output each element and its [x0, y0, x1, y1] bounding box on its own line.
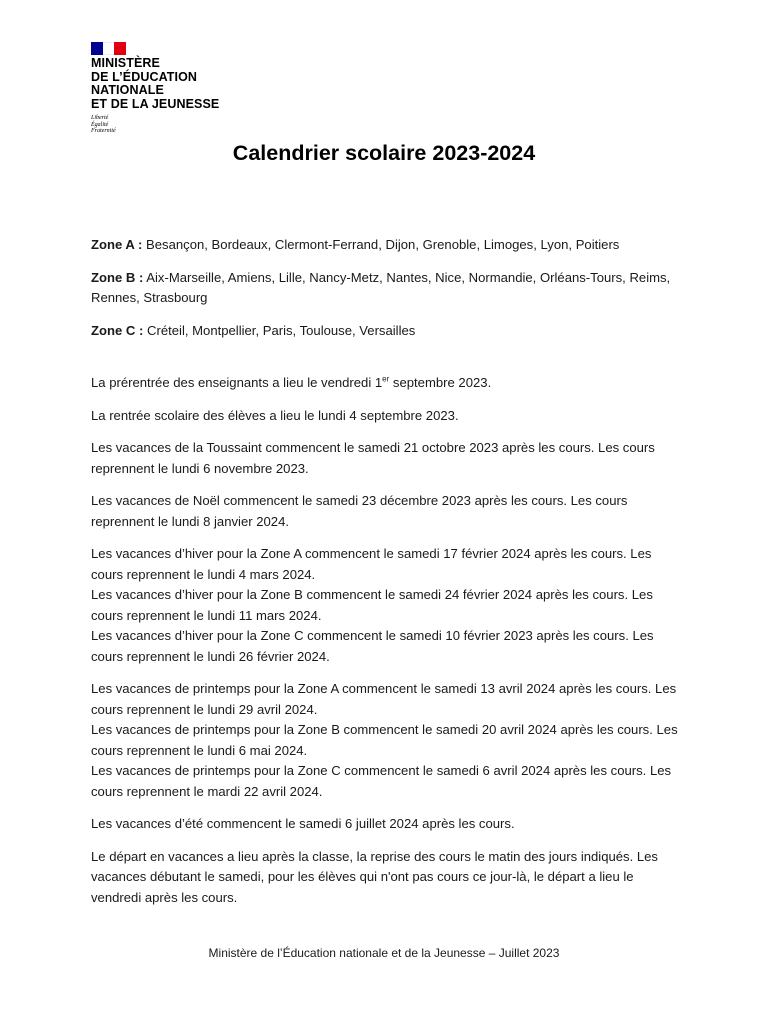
zone-academies: Besançon, Bordeaux, Clermont-Ferrand, Dijon, Grenoble, Limoges, Lyon, Poitiers: [142, 237, 620, 252]
prerentree-paragraph: [91, 373, 681, 394]
noel-paragraph: Les vacances de Noël commencent le samedi 23 décembre 2023 après les cours. Les cours reprennent le lundi 8 janvier 2024.: [91, 493, 628, 529]
printemps-zone-b: Les vacances de printemps pour la Zone B commencent le samedi 20 avril 2024 après les cours. Les cours reprennent le lundi 6 mai 2024.: [91, 722, 678, 758]
hiver-zone-b: Les vacances d’hiver pour la Zone B commencent le samedi 24 février 2024 après les cours. Les cours reprennent le lundi 11 mars 2024.: [91, 587, 653, 623]
zone-b: [91, 268, 681, 309]
prerentree-text-end: septembre 2023.: [389, 375, 492, 390]
ministry-name-line: DE L’ÉDUCATION: [91, 69, 198, 84]
printemps-paragraph: [91, 679, 681, 802]
hiver-paragraph: [91, 544, 681, 667]
ete-paragraph: Les vacances d’été commencent le samedi 6 juillet 2024 après les cours.: [91, 816, 515, 831]
toussaint-paragraph: Les vacances de la Toussaint commencent le samedi 21 octobre 2023 après les cours. Les cours reprennent le lundi 6 novembre 2023.: [91, 440, 655, 476]
motto-line: Liberté: [91, 115, 109, 121]
french-flag-icon: [91, 42, 126, 55]
page-title: Calendrier scolaire 2023-2024: [232, 141, 536, 165]
zone-label: Zone C :: [91, 322, 144, 338]
motto-line: Fraternité: [91, 128, 116, 134]
ministry-name-line: NATIONALE: [91, 83, 164, 97]
hiver-zone-a: Les vacances d’hiver pour la Zone A commencent le samedi 17 février 2024 après les cours. Les cours reprennent le lundi 4 mars 2024.: [91, 546, 652, 582]
zone-label: Zone A :: [91, 237, 143, 252]
prerentree-text: La prérentrée des enseignants a lieu le vendredi 1: [91, 375, 383, 390]
zone-academies: Créteil, Montpellier, Paris, Toulouse, Versailles: [143, 322, 416, 338]
zone-label: Zone B :: [91, 269, 144, 285]
printemps-zone-c: Les vacances de printemps pour la Zone C commencent le samedi 6 avril 2024 après les cours. Les cours reprennent le mardi 22 avril 2024.: [91, 763, 672, 799]
ordinal-superscript: er: [382, 374, 390, 384]
rentree-paragraph: La rentrée scolaire des élèves a lieu le lundi 4 septembre 2023.: [91, 407, 459, 423]
republic-motto: [91, 115, 231, 135]
zone-c: [91, 321, 681, 342]
motto-line: Égalité: [91, 121, 109, 128]
zone-a: [91, 235, 681, 256]
ministry-name-line: MINISTÈRE: [91, 56, 160, 70]
ministry-name-line: ET DE LA JEUNESSE: [91, 96, 220, 111]
printemps-zone-a: Les vacances de printemps pour la Zone A commencent le samedi 13 avril 2024 après les cours. Les cours reprennent le lundi 29 avril 2024.: [91, 681, 677, 717]
ministry-logo: [91, 42, 231, 135]
page-footer: Ministère de l’Éducation nationale et de la Jeunesse – Juillet 2023: [208, 946, 560, 960]
zone-academies: Aix-Marseille, Amiens, Lille, Nancy-Metz, Nantes, Nice, Normandie, Orléans-Tours, Reims, Rennes, Strasbourg: [91, 269, 671, 305]
hiver-zone-c: Les vacances d’hiver pour la Zone C commencent le samedi 10 février 2023 après les cours. Les cours reprennent le lundi 26 février 2024.: [91, 628, 654, 664]
ministry-name: [91, 57, 231, 111]
depart-paragraph: Le départ en vacances a lieu après la classe, la reprise des cours le matin des jours indiqués. Les vacances débutant le samedi, pour les élèves qui n'ont pas cours ce jour-là, le départ a lieu le vendredi après les cours.: [91, 848, 658, 905]
document-body: [91, 235, 681, 920]
